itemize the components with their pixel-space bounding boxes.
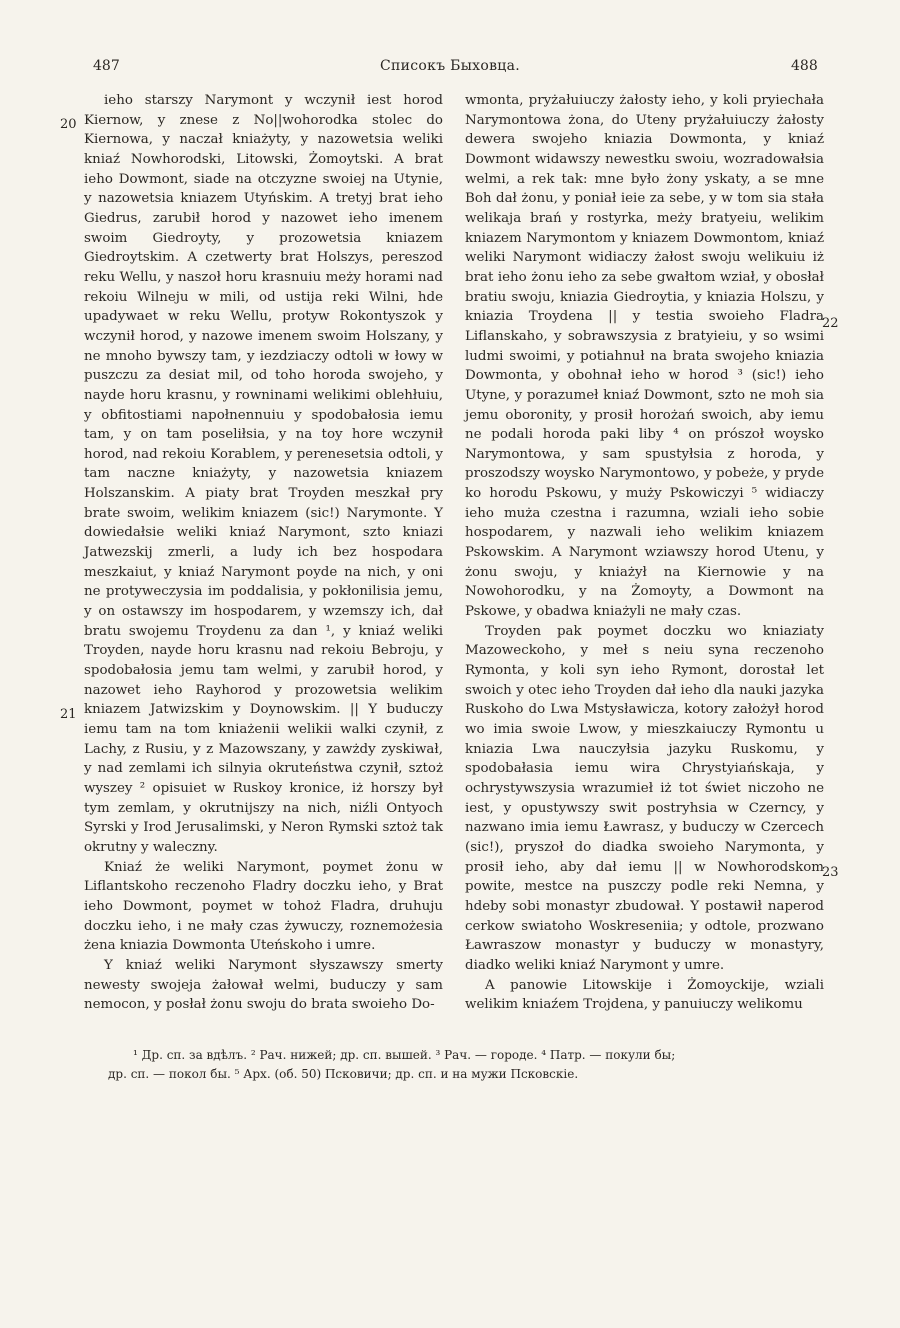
page-number-right: 488	[791, 58, 818, 74]
paragraph: Kniaź że weliki Narymont, poymet żonu w Liflantskoho reczenoho Fladry doczku ieho, y Brat ieho Dowmont, poymet w tohoż Fladra, druhuju doczku ieho, i ne mały czas żywuczy, roznemożesia żena kniazia Dowmonta Uteńskoho i umre.	[84, 859, 443, 954]
page-number-left: 487	[93, 58, 120, 74]
footnote-line: др. сп. — покол бы. ⁵ Арх. (об. 50) Псковичи; др. сп. и на мужи Псковскіе.	[108, 1067, 579, 1081]
running-title: Списокъ Быховца.	[380, 58, 520, 74]
margin-number: 21	[60, 707, 77, 722]
paragraph: wmonta, pryżałuiuczy żałosty ieho, y koli pryiechała Narymontowa żona, do Uteny pryżałuiuczy żałosty dewera swojeho kniazia Dowmonta, y kniaź Dowmont widawszy newestku swoiu, wozradowałsia welmi, a rek tak: mne było żony yskaty, a se mne Boh dał żonu, y poniał ieie za sebe, y w tom sia stała welikaja brań y rostyrka, meży bratyeiu, welikim kniazem Narymontom y kniazem Dowmontom, kniaź weliki Narymont widiaczy żałost swoju welikuiu iż brat ieho żonu ieho za sebe gwałtom wział, y obosłał bratiu swoju, kniazia Giedroytia, y kniazia Holszu, y kniazia Troydena || y testia swoieho Fladra Liflanskaho, y sobrawszysia z bratyieiu, y so wsimi ludmi swoimi, y potiahnuł na brata swojeho kniazia Dowmonta, y obohnał ieho w horod ³ (sic!) ieho Utyne, y porazumeł kniaź Dowmont, szto ne moh sia jemu oboronity, y prosił horożań swoich, aby iemu ne podali horoda paki liby ⁴ on prószoł woysko Narymontowa, y sam spustyłsia z horoda, y proszodszy woysko Narymontowo, y pobeże, y pryde ko horodu Pskowu, y muży Pskowiczyi ⁵ widiaczy ieho muża czestna i razumna, wziali ieho sobie hospodarem, y nazwali ieho welikim kniazem Pskowskim. A Narymont wziawszy horod Utenu, y żonu swoju, y kniażył na Kiernowie y na Nowohorodku, y na Żomoyty, a Dowmont na Pskowe, y obadwa kniażyli ne mały czas.	[465, 93, 824, 620]
margin-number: 22	[822, 316, 839, 331]
right-text-column	[465, 91, 824, 1015]
margin-number: 23	[822, 865, 839, 880]
running-header	[0, 58, 900, 78]
margin-number: 20	[60, 117, 77, 132]
paragraph: Y kniaź weliki Narymont słyszawszy smerty newesty swojeja żałował welmi, buduczy y sam nemocon, y posłał żonu swoju do brata swoieho Do-	[84, 957, 443, 1013]
left-text-column	[84, 91, 443, 1015]
paragraph: ieho starszy Narymont y wczynił iest horod Kiernow, y znese z No||wohorodka stolec do Kiernowa, y naczał kniażyty, y nazowetsia weliki kniaź Nowhorodski, Litowski, Żomoytski. A brat ieho Dowmont, siade na otczyzne swoiej na Utynie, y nazowetsia kniazem Utyńskim. A tretyj brat ieho Giedrus, zarubił horod y nazowet ieho imenem swoim Giedroyty, y prozowetsia kniazem Giedroytskim. A czetwerty brat Holszys, pereszod reku Wellu, y naszoł horu krasnuiu meży horami nad rekoiu Wilneju w mili, od ustija reki Wilni, hde upadywaet w reku Wellu, protyw Rokontyszok y wczynił horod, y nazowe imenem swoim Holszany, y ne mnoho bywszy tam, y iezdziaczy odtoli w łowy w puszczu za desiat mil, od toho horoda swojeho, y nayde horu krasnu, y rowninami welikimi oblehłuiu, y obfitostiami napołnennuiu y spodobałosia iemu tam, y on tam poseliłsia, y na toy hore wczynił horod, nad rekoiu Korablem, y perenesetsia odtoli, y tam naczne kniażyty, y nazowetsia kniazem Holszanskim. A piaty brat Troyden meszkał pry brate swoim, welikim kniazem (sic!) Narymonte. Y dowiedałsie weliki kniaź Narymont, szto kniazi Jatwezskij zmerli, a ludy ich bez hospodara meszkaiut, y kniaź Narymont poyde na nich, y oni ne protyweczysia im poddalisia, y pokłonilisia jemu, y on ostawszy im hospodarem, y wzemszy ich, dał bratu swojemu Troydenu za dan ¹, y kniaź weliki Troyden, nayde horu krasnu nad rekoiu Bebroju, y spodobałosia jemu tam welmi, y zarubił horod, y nazowet ieho Rayhorod y prozowetsia welikim kniazem Jatwizskim y Doynowskim. || Y buduczy iemu tam na tom kniażenii welikii walki czynił, z Lachy, z Rusiu, y z Mazowszany, y zawżdy zyskiwał, y nad zemlami ich silnyia okruteństwa czynił, sztoż wyszey ² opisuiet w Ruskoy kronice, iż horszy był tym zemlam, y okrutnijszy na nich, niźli Ontyoch Syrski y Irod Jerusalimski, y Neron Rymski sztoż tak okrutny y waleczny.	[84, 93, 443, 855]
paragraph: A panowie Litowskije i Żomoyckije, wziali welikim kniaźem Trojdena, y panuiuczy welikomu	[465, 977, 824, 1013]
paragraph: Troyden pak poymet doczku wo kniaziaty Mazoweckoho, y meł s neiu syna reczenoho Rymonta, y koli syn ieho Rymont, dorostał let swoich y otec ieho Troyden dał ieho dla nauki jazyka Ruskoho do Lwa Mstysławicza, kotory założył horod wo imia swoie Lwow, y mieszkaiuczy Rymontu u kniazia Lwa nauczyłsia jazyku Ruskomu, y spodobałasia iemu wira Chrystyiańskaja, y ochrystywszysia wrazumieł iż tot świet niczoho ne iest, y opustywszy swit postryhsia w Czerncy, y nazwano imia iemu Ławrasz, y buduczy w Czercech (sic!), pryszoł do diadka swoieho Narymonta, y prosił ieho, aby dał iemu || w Nowhorodskom powite, mestce na puszczy podle reki Nemna, y hdeby sobi monastyr zbudował. Y postawił naperod cerkow swiatoho Woskreseniia; y odtole, prozwano Ławraszow monastyr y buduczy w monastyry, diadko weliki kniaź Narymont y umre.	[465, 623, 824, 973]
footnote-line: ¹ Др. сп. за вдѣлъ. ² Рач. нижей; др. сп. вышей. ³ Рач. — городе. ⁴ Патр. — покули бы;	[133, 1048, 676, 1062]
